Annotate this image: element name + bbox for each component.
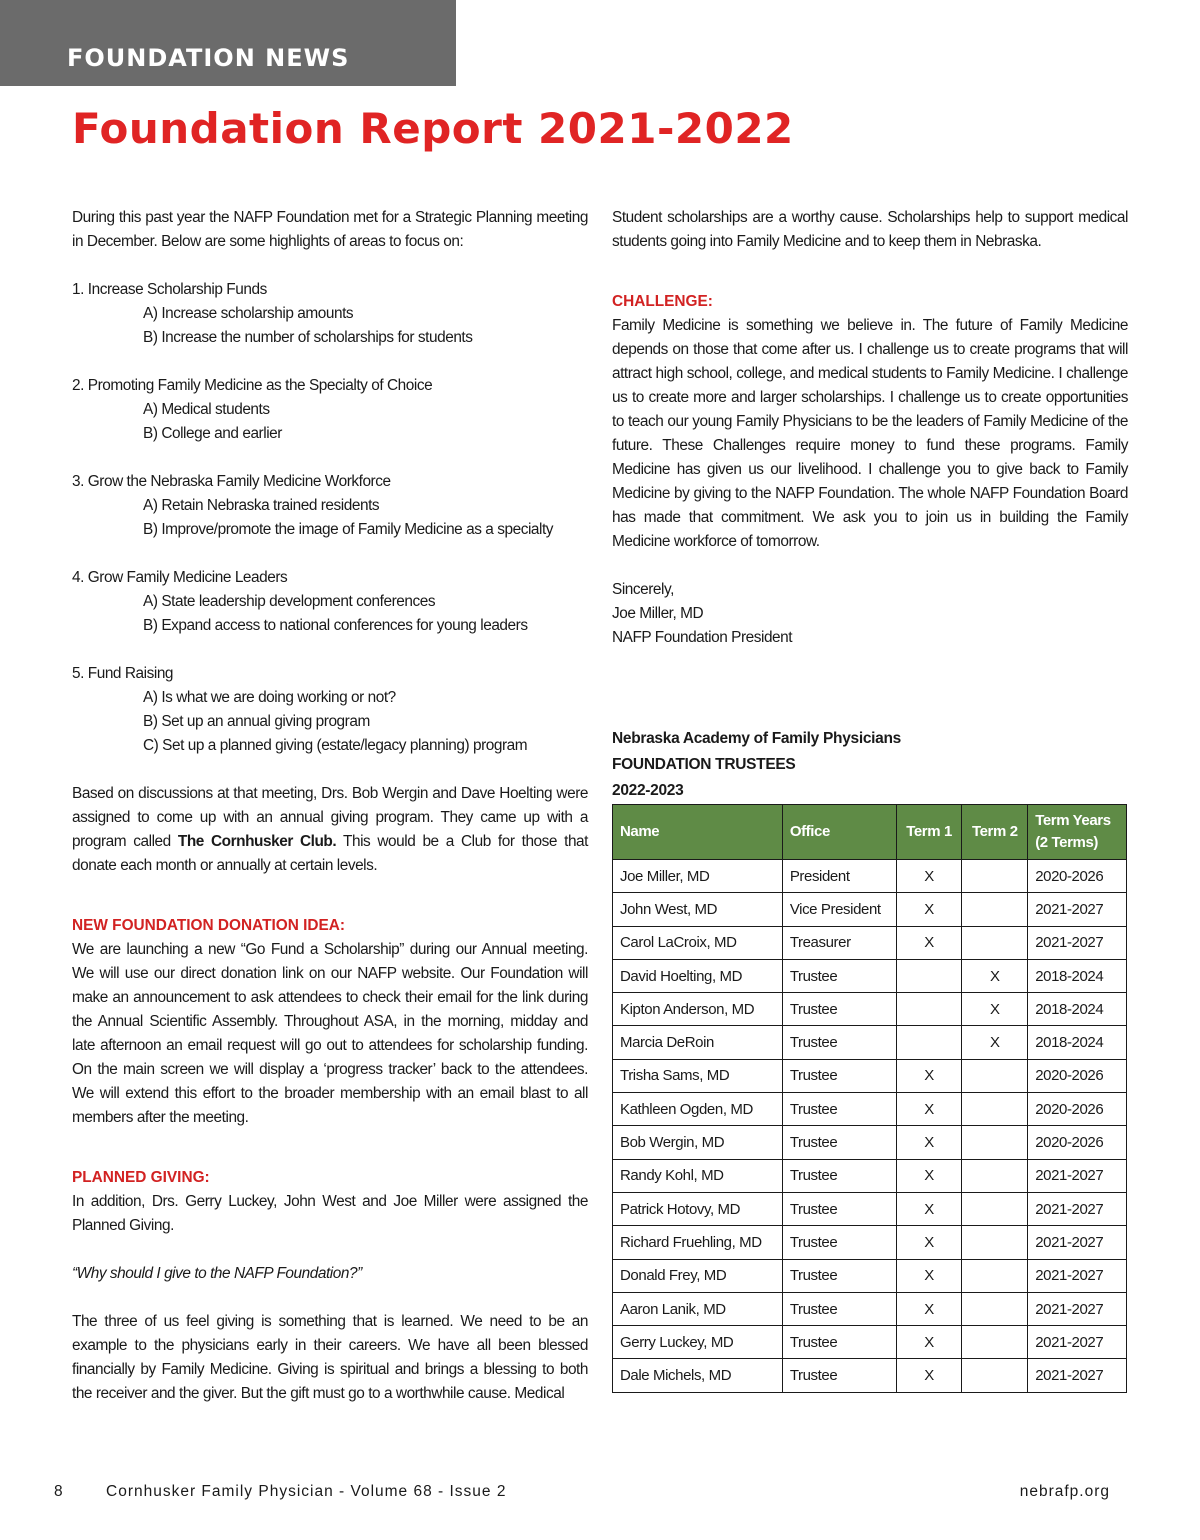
trustees-header-row [613, 805, 1127, 860]
trustee-office: Trustee [782, 1326, 896, 1359]
trustees-org: Nebraska Academy of Family Physicians [612, 730, 901, 747]
term-years: 2018-2024 [1028, 959, 1127, 992]
term-years: 2021-2027 [1028, 926, 1127, 959]
trustee-office: Trustee [782, 959, 896, 992]
trustee-name: Trisha Sams, MD [613, 1059, 783, 1092]
trustee-office: Trustee [782, 1359, 896, 1392]
focus-area-title: 3. Grow the Nebraska Family Medicine Workforce [72, 473, 391, 490]
column-header-term2: Term 2 [962, 805, 1028, 860]
term-years: 2020-2026 [1028, 1059, 1127, 1092]
website-url: nebrafp.org [1019, 1483, 1110, 1500]
table-row [613, 860, 1127, 893]
term-years: 2020-2026 [1028, 860, 1127, 893]
term1-mark: X [896, 1126, 962, 1159]
cornhusker-paragraph [72, 782, 588, 878]
trustee-office: President [782, 860, 896, 893]
focus-area-title: 1. Increase Scholarship Funds [72, 281, 267, 298]
term1-mark: X [896, 926, 962, 959]
term2-mark [962, 926, 1028, 959]
term1-mark: X [896, 1059, 962, 1092]
table-row [613, 959, 1127, 992]
focus-area-title: 5. Fund Raising [72, 665, 174, 682]
table-row [613, 1226, 1127, 1259]
term2-mark [962, 1226, 1028, 1259]
donation-paragraph: We are launching a new “Go Fund a Scholarship” during our Annual meeting. We will use our direct donation link on our NAFP website. Our Foundation will make an announcement to ask attendees to check their email for the link during the Annual Scientific Assembly. Throughout ASA, in the morning, midday and late afternoon an email request will go out to attendees for scholarship funding. On the main screen we will display a ‘progress tracker’ back to the attendees. We will extend this effort to the broader membership with an email blast to all members after the meeting. [72, 941, 588, 1126]
term2-mark [962, 1093, 1028, 1126]
term-years: 2021-2027 [1028, 1159, 1127, 1192]
term2-mark [962, 1359, 1028, 1392]
term1-mark: X [896, 1326, 962, 1359]
column-header-term1: Term 1 [896, 805, 962, 860]
term2-mark [962, 860, 1028, 893]
left-column [72, 206, 588, 1406]
intro-paragraph: During this past year the NAFP Foundation met for a Strategic Planning meeting in December. Below are some highlights of areas to focus on: [72, 209, 588, 250]
table-row [613, 926, 1127, 959]
table-row [613, 1126, 1127, 1159]
donation-heading: NEW FOUNDATION DONATION IDEA: [72, 917, 346, 934]
focus-area-item: B) Increase the number of scholarships for students [143, 329, 473, 346]
cornhusker-text-end: This would be a Club for those that donate each month or annually at certain levels. [72, 833, 588, 874]
term1-mark: X [896, 1359, 962, 1392]
table-row [613, 1093, 1127, 1126]
trustee-office: Trustee [782, 1059, 896, 1092]
term1-mark: X [896, 1292, 962, 1325]
focus-area-item: A) Retain Nebraska trained residents [143, 497, 380, 514]
trustee-office: Vice President [782, 893, 896, 926]
challenge-paragraph: Family Medicine is something we believe in. The future of Family Medicine depends on those that come after us. I challenge us to create programs that will attract high school, college, and medical students to Family Medicine. I challenge us to create more and larger scholarships. I challenge us to create opportunities to teach our young Family Physicians to be the leaders of Family Medicine of the future. These Challenges require money to fund these programs. Family Medicine has given us our livelihood. I challenge you to give back to Family Medicine by giving to the NAFP Foundation. The whole NAFP Foundation Board has made that commitment. We ask you to join us in building the Family Medicine workforce of tomorrow. [612, 317, 1128, 550]
giving-paragraph: The three of us feel giving is something that is learned. We need to be an example to the physicians early in their careers. We have all been blessed financially by Family Medicine. Giving is spiritual and brings a blessing to both the receiver and the giver. But the gift must go to a worthwhile cause. Medical [72, 1313, 588, 1402]
term-years: 2021-2027 [1028, 1192, 1127, 1225]
trustee-office: Trustee [782, 1093, 896, 1126]
term2-mark [962, 1159, 1028, 1192]
trustee-name: Donald Frey, MD [613, 1259, 783, 1292]
term-years: 2021-2027 [1028, 893, 1127, 926]
table-row [613, 1259, 1127, 1292]
term2-mark: X [962, 1026, 1028, 1059]
cornhusker-club-name: The Cornhusker Club. [177, 833, 337, 850]
focus-area-item: B) Set up an annual giving program [143, 713, 370, 730]
term1-mark [896, 1026, 962, 1059]
term1-mark: X [896, 1259, 962, 1292]
column-header-name: Name [613, 805, 783, 860]
focus-area-item: A) Is what we are doing working or not? [143, 689, 396, 706]
term1-mark: X [896, 893, 962, 926]
trustee-office: Trustee [782, 1159, 896, 1192]
trustee-office: Trustee [782, 1292, 896, 1325]
trustee-name: John West, MD [613, 893, 783, 926]
table-row [613, 1292, 1127, 1325]
right-column [612, 206, 1128, 650]
trustee-office: Trustee [782, 993, 896, 1026]
trustee-office: Trustee [782, 1026, 896, 1059]
signoff: Sincerely, [612, 581, 674, 598]
term2-mark: X [962, 993, 1028, 1026]
challenge-heading: CHALLENGE: [612, 293, 713, 310]
term-years: 2021-2027 [1028, 1259, 1127, 1292]
scholarship-paragraph: Student scholarships are a worthy cause. Scholarships help to support medical students going into Family Medicine and to keep them in Nebraska. [612, 209, 1128, 250]
term1-mark: X [896, 1159, 962, 1192]
term2-mark [962, 1192, 1028, 1225]
signer-name: Joe Miller, MD [612, 605, 704, 622]
term2-mark [962, 1259, 1028, 1292]
trustees-heading: FOUNDATION TRUSTEES [612, 756, 796, 773]
trustee-name: David Hoelting, MD [613, 959, 783, 992]
focus-area-title: 4. Grow Family Medicine Leaders [72, 569, 288, 586]
term-years: 2020-2026 [1028, 1093, 1127, 1126]
planned-giving-paragraph: In addition, Drs. Gerry Luckey, John West and Joe Miller were assigned the Planned Giving. [72, 1193, 588, 1234]
trustees-title [612, 726, 901, 804]
trustee-name: Patrick Hotovy, MD [613, 1192, 783, 1225]
focus-area-title: 2. Promoting Family Medicine as the Specialty of Choice [72, 377, 433, 394]
table-row [613, 1359, 1127, 1392]
page-title: Foundation Report 2021-2022 [72, 104, 794, 153]
term-years: 2018-2024 [1028, 1026, 1127, 1059]
trustee-office: Trustee [782, 1226, 896, 1259]
focus-area-item: B) Improve/promote the image of Family Medicine as a specialty [143, 521, 554, 538]
trustee-name: Aaron Lanik, MD [613, 1292, 783, 1325]
focus-area-item: B) Expand access to national conferences for young leaders [143, 617, 528, 634]
trustee-name: Carol LaCroix, MD [613, 926, 783, 959]
term-years: 2021-2027 [1028, 1326, 1127, 1359]
section-banner [0, 0, 456, 86]
focus-area-list [72, 278, 588, 758]
term-years: 2021-2027 [1028, 1359, 1127, 1392]
term2-mark [962, 1059, 1028, 1092]
trustee-name: Richard Fruehling, MD [613, 1226, 783, 1259]
trustees-year: 2022-2023 [612, 782, 684, 799]
term1-mark [896, 993, 962, 1026]
term2-mark [962, 893, 1028, 926]
term2-mark [962, 1326, 1028, 1359]
term1-mark: X [896, 860, 962, 893]
signer-title: NAFP Foundation President [612, 629, 793, 646]
term2-mark [962, 1292, 1028, 1325]
trustees-table [612, 804, 1127, 1393]
publication-name: Cornhusker Family Physician - Volume 68 - Issue 2 [106, 1483, 507, 1500]
trustee-name: Joe Miller, MD [613, 860, 783, 893]
trustee-office: Trustee [782, 1259, 896, 1292]
table-row [613, 1159, 1127, 1192]
term2-mark [962, 1126, 1028, 1159]
planned-giving-heading: PLANNED GIVING: [72, 1169, 210, 1186]
focus-area-item: A) Medical students [143, 401, 270, 418]
focus-area-item: C) Set up a planned giving (estate/legacy planning) program [143, 737, 528, 754]
table-row [613, 1026, 1127, 1059]
trustee-name: Randy Kohl, MD [613, 1159, 783, 1192]
table-row [613, 993, 1127, 1026]
page-number: 8 [54, 1483, 64, 1500]
term1-mark [896, 959, 962, 992]
cornhusker-text-start: Based on discussions at that meeting, Drs. Bob Wergin and Dave Hoelting were assigned to come up with an annual giving program. They came up with a program called [72, 785, 588, 850]
trustee-name: Gerry Luckey, MD [613, 1326, 783, 1359]
term1-mark: X [896, 1226, 962, 1259]
focus-area-item: A) State leadership development conferences [143, 593, 436, 610]
trustees-table-body [613, 860, 1127, 1393]
trustee-office: Treasurer [782, 926, 896, 959]
term1-mark: X [896, 1192, 962, 1225]
column-header-office: Office [782, 805, 896, 860]
term1-mark: X [896, 1093, 962, 1126]
term-years: 2018-2024 [1028, 993, 1127, 1026]
trustee-name: Marcia DeRoin [613, 1026, 783, 1059]
trustee-name: Kipton Anderson, MD [613, 993, 783, 1026]
giving-quote: “Why should I give to the NAFP Foundation?” [72, 1265, 362, 1282]
trustee-office: Trustee [782, 1192, 896, 1225]
table-row [613, 1192, 1127, 1225]
table-row [613, 893, 1127, 926]
term2-mark: X [962, 959, 1028, 992]
term-years: 2020-2026 [1028, 1126, 1127, 1159]
focus-area-item: B) College and earlier [143, 425, 282, 442]
trustee-office: Trustee [782, 1126, 896, 1159]
section-label: FOUNDATION NEWS [67, 44, 350, 72]
focus-area-item: A) Increase scholarship amounts [143, 305, 354, 322]
trustee-name: Dale Michels, MD [613, 1359, 783, 1392]
table-row [613, 1059, 1127, 1092]
term-years: 2021-2027 [1028, 1226, 1127, 1259]
trustee-name: Bob Wergin, MD [613, 1126, 783, 1159]
table-row [613, 1326, 1127, 1359]
trustee-name: Kathleen Ogden, MD [613, 1093, 783, 1126]
term-years: 2021-2027 [1028, 1292, 1127, 1325]
column-header-term-years: Term Years (2 Terms) [1028, 805, 1127, 860]
